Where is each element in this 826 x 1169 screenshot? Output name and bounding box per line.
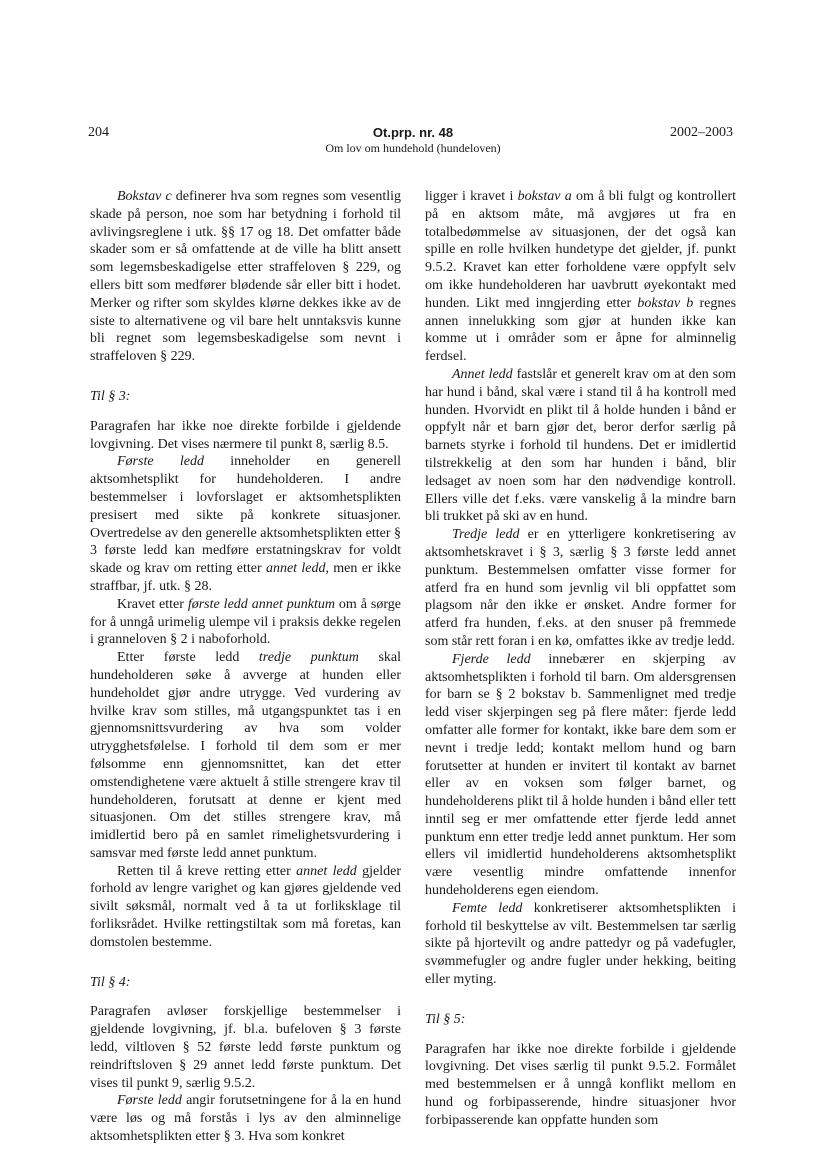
paragraph-text: om å bli fulgt og kontrollert på en aktsom måte, må avgjøres ut fra en totalbedømmelse av situasjonen, der det også kan spille en rolle hvilken hundetype det gjelder, jf. punkt 9.5.2. Kravet kan etter forholdene være oppfylt selv om ikke hundeholderen har uavbrutt øyekontakt med hunden. Likt med inngjerding etter [425, 189, 737, 311]
paragraph-text: Retten til å kreve retting etter [117, 863, 297, 879]
emphasis: Tredje ledd [452, 527, 520, 543]
paragraph-text: skal hundeholderen søke å avverge at hunden eller hundeholdet gjør andre utrygge. Ved vurdering av hvilke krav som stilles, må utgangspunktet tas i en gjennomsnittsvurdering av hva som volder utrygghetsfølelse. I forhold til dem som er mer følsomme enn gjennomsnittet, kan det etter omstendighetene være aktuelt å stille strengere krav til hundeholderen, forutsatt at denne er kjent med situasjonen. Om det stilles strengere krav, må imidlertid bero på en samlet rimelighetsvurdering i samsvar med første ledd annet punktum. [90, 650, 401, 861]
document-subtitle: Om lov om hundehold (hundeloven) [325, 141, 501, 155]
paragraph-text: , men er ikke straffbar, jf. utk. § 28. [90, 561, 401, 594]
paragraph [90, 596, 401, 649]
emphasis: Første ledd [117, 1093, 182, 1109]
emphasis: tredje punktum [258, 650, 359, 666]
emphasis: Annet ledd [452, 366, 513, 382]
paragraph: Paragrafen avløser forskjellige bestemmelser i gjeldende lovgivning, jf. bl.a. bufeloven § 3 første ledd, viltloven § 52 første ledd første punktum og reindriftsloven § 29 annet ledd første punktum. Det vises til punkt 9, særlig 9.5.2. [90, 1004, 401, 1091]
paragraph-text: angir forutsetningene for å la en hund være løs og må forstås i lys av den alminnelige aktsomhetsplikten etter § 3. Hva som konkret [90, 1093, 401, 1145]
paragraph: Paragrafen har ikke noe direkte forbilde i gjeldende lovgivning. Det vises særlig til punkt 9.5.2. Formålet med bestemmelsen er å unngå konflikt mellom en hund og forbipasserende, hindre situasjoner hvor forbipasserende kan oppfatte hunden som [425, 1041, 736, 1128]
paragraph [90, 863, 401, 952]
emphasis: Fjerde ledd [452, 651, 531, 667]
right-column [425, 188, 736, 1130]
paragraph-text: gjelder forhold av lengre varighet og kan gjøres gjeldende ved sivilt søksmål, normalt ved å ta ut forliksklage til forliksrådet. Hvilke rettingstiltak som må foretas, kan domstolen bestemme. [90, 863, 401, 950]
section-heading: Til § 5: [425, 1011, 466, 1027]
paragraph-text: er en ytterligere konkretisering av aktsomhetskravet i § 3, særlig § 3 første ledd annet punktum. Bestemmelsen omfatter visse former for atferd fra en hund som jevnlig vil bli oppfattet som plagsom når den ikke er ønsket. Andre former for atferd fra hunden, f.eks. at den snuser på fremmede som står rett foran i en kø, omfattes ikke av tredje ledd. [425, 527, 736, 649]
emphasis: Første ledd [117, 454, 204, 470]
paragraph [425, 651, 736, 900]
emphasis: bokstav a [517, 189, 572, 204]
paragraph-text: Kravet etter [117, 596, 188, 612]
paragraph [90, 1092, 401, 1145]
emphasis: annet ledd [296, 863, 357, 879]
document-year: 2002–2003 [670, 125, 733, 140]
paragraph [425, 188, 736, 366]
paragraph: Paragrafen har ikke noe direkte forbilde i gjeldende lovgivning. Det vises nærmere til punkt 8, særlig 8.5. [90, 418, 401, 452]
page-number: 204 [88, 125, 109, 140]
paragraph [425, 900, 736, 989]
left-column [90, 188, 401, 1146]
paragraph-text: regnes annen innelukking som gjør at hunden ikke kan komme ut i områder som er åpne for alminnelig ferdsel. [425, 295, 737, 365]
emphasis: bokstav b [637, 295, 694, 311]
paragraph-text: definerer hva som regnes som vesentlig skade på person, noe som har betydning i forhold til avlivingsreglene i utk. §§ 17 og 18. Det omfatter både skader som er så omfattende at de ville ha blitt ansett som legemsbeskadigelse etter straffeloven § 229, og ellers bitt som medfører blødende sår eller bitt i hodet. Merker og rifter som skyldes klørne dekkes ikke av de siste to alternativene og vil bare helt unntaksvis kunne bli regnet som legemsbeskadigelse som nevnt i straffeloven § 229. [90, 189, 401, 365]
paragraph [425, 526, 736, 651]
paragraph [90, 453, 401, 595]
paragraph-text: fastslår et generelt krav om at den som har hund i bånd, skal være i stand til å ha kontroll med hunden. Hvorvidt en plikt til å holde hunden i bånd er oppfylt når et barn gjør det, beror derfor særlig på barnets styrke i forhold til hundens. Det er imidlertid tilstrekkelig at den som har hunden i bånd, blir ledsaget av noen som har den nødvendige kontroll. Ellers ville det f.eks. være vanskelig å la mindre barn bli trukket på ski av en hund. [425, 366, 736, 525]
emphasis: første ledd annet punktum [187, 596, 335, 612]
paragraph [90, 188, 401, 366]
paragraph-text: inneholder en generell aktsomhetsplikt for hundeholderen. I andre bestemmelser i lovforslaget er aktsomhetsplikten presisert med sikte på konkrete situasjoner. Overtredelse av den generelle aktsomhetsplikten etter § 3 første ledd kan medføre erstatningskrav for voldt skade og krav om retting etter [90, 454, 401, 577]
paragraph-text: innebærer en skjerping av aktsomhetsplikten i forhold til barn. Om aldersgrensen for barn se § 2 bokstav b. Sammenlignet med tredje ledd viser skjerpingen seg på flere måter: fjerde ledd omfatter alle former for kontakt, ikke bare dem som er nevnt i tredje ledd; kontakt mellom hund og barn forutsetter at hunden er invitert til kontakt av barnet eller av en voksen som følger barnet, og hundeholderens plikt til å holde hunden i bånd eller tett inntil seg er mer omfattende etter fjerde ledd annet punktum enn etter tredje ledd annet punktum. Her som ellers vil imidlertid hundeholderens aktsomhetsplikt være vesentlig mindre omfattende innenfor hundeholderens egen eiendom. [425, 651, 736, 899]
emphasis: Femte ledd [452, 900, 523, 916]
section-heading: Til § 4: [90, 974, 131, 990]
paragraph [90, 649, 401, 863]
paragraph [425, 366, 736, 526]
paragraph-text: konkretiserer aktsomhetsplikten i forhold til beskyttelse av vilt. Bestemmelsen tar særlig sikte på hjortevilt og andre pattedyr og på vadefugler, svømmefugler og andre fugler under hekking, beiting eller myting. [425, 900, 736, 988]
paragraph-text: om å sørge for å unngå urimelig ulempe vil i praksis dekke regelen i granneloven § 2 i naboforhold. [90, 596, 401, 648]
emphasis: annet ledd [265, 561, 326, 577]
document-title: Ot.prp. nr. 48 [372, 125, 454, 140]
paragraph-text: Etter første ledd [117, 650, 259, 666]
paragraph-text: ligger i kravet i [425, 189, 518, 204]
section-heading: Til § 3: [90, 388, 131, 404]
emphasis: Bokstav c [117, 189, 172, 204]
